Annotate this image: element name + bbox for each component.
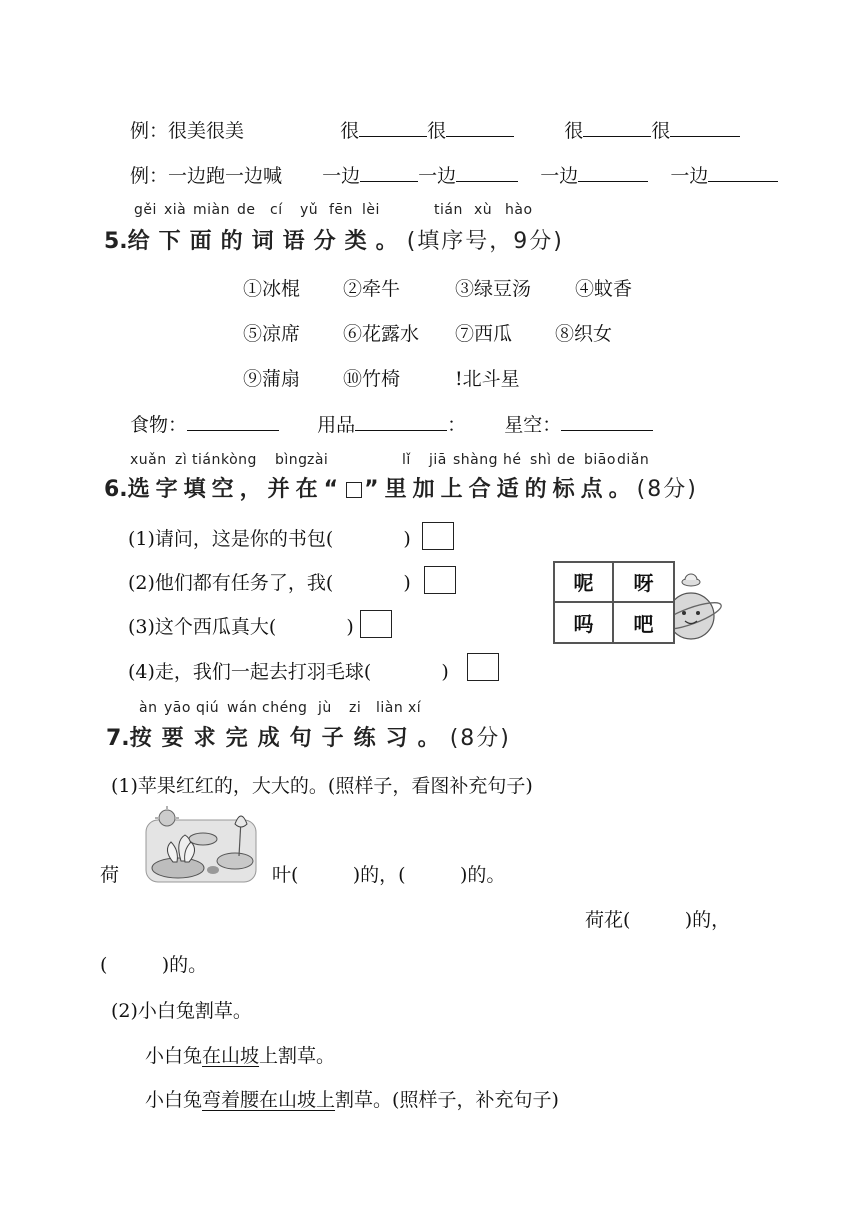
pinyin: hào bbox=[505, 202, 533, 218]
pinyin: chéng bbox=[262, 700, 308, 716]
q6-sentence-2 bbox=[128, 568, 411, 595]
character-grid-card bbox=[551, 558, 723, 646]
pinyin: biāo bbox=[584, 452, 616, 468]
punctuation-box[interactable] bbox=[424, 566, 456, 594]
lotus-label: 荷 bbox=[100, 864, 120, 886]
grid-char: 吗 bbox=[555, 603, 614, 643]
q4-row1-example: 例：很美很美 bbox=[130, 120, 245, 142]
sentence-text: (3)这个西瓜真大( bbox=[128, 616, 277, 638]
pinyin: jiā bbox=[429, 452, 447, 468]
pinyin: xià bbox=[164, 202, 187, 218]
q4-row2-example: 例：一边跑一边喊 bbox=[130, 165, 283, 187]
word-item: ③绿豆汤 bbox=[455, 278, 532, 300]
pinyin: fēn bbox=[329, 202, 353, 218]
lotus-flower-sentence-cont: ( )的。 bbox=[100, 954, 208, 976]
close-paren: ) bbox=[403, 572, 411, 594]
underlined-phrase: 弯着腰在山坡上 bbox=[202, 1089, 336, 1111]
punctuation-box[interactable] bbox=[422, 522, 454, 550]
question-points: (填序号，9分) bbox=[406, 229, 564, 254]
pinyin: kòng bbox=[221, 452, 257, 468]
q5-pinyin bbox=[0, 202, 860, 222]
category-food: 食物： bbox=[130, 414, 188, 436]
underlined-phrase: 在山坡 bbox=[202, 1045, 260, 1067]
pinyin: de bbox=[237, 202, 256, 218]
pinyin: zì bbox=[175, 452, 188, 468]
pinyin: cí bbox=[270, 202, 283, 218]
lotus-pond-illustration bbox=[143, 806, 259, 886]
lotus-leaf-sentence: 叶( )的，( )的。 bbox=[272, 864, 506, 886]
q7-pinyin bbox=[0, 700, 860, 720]
q6-pinyin bbox=[0, 452, 860, 472]
q4-row2-a1: 一边 bbox=[322, 165, 361, 187]
question-number: 7. bbox=[106, 726, 130, 751]
blank[interactable] bbox=[360, 180, 418, 182]
pinyin: zi bbox=[349, 700, 362, 716]
q4-row1-b1: 很 bbox=[564, 120, 584, 142]
pinyin: lǐ bbox=[402, 452, 411, 468]
sentence-text: (4)走，我们一起去打羽毛球( bbox=[128, 661, 372, 683]
question-title: 按要求完成句子练习。 bbox=[129, 726, 450, 751]
grid-char: 呀 bbox=[614, 563, 673, 603]
close-paren: ) bbox=[403, 528, 411, 550]
question-title: 选字填空，并在“ bbox=[127, 477, 345, 502]
question-points: (8分) bbox=[449, 726, 511, 751]
q5-heading bbox=[104, 224, 564, 255]
sentence-text: 小白兔 bbox=[145, 1089, 203, 1111]
blank[interactable] bbox=[456, 180, 518, 182]
q4-row2-b2: 一边 bbox=[670, 165, 709, 187]
word-item: ⑩竹椅 bbox=[343, 368, 401, 390]
pinyin: tián bbox=[192, 452, 221, 468]
pinyin: xí bbox=[408, 700, 422, 716]
pinyin: àn bbox=[139, 700, 158, 716]
q4-row1-b2: 很 bbox=[651, 120, 671, 142]
word-item: ⑦西瓜 bbox=[455, 323, 513, 345]
blank[interactable] bbox=[578, 180, 648, 182]
pinyin: liàn bbox=[376, 700, 404, 716]
question-number: 6. bbox=[104, 477, 128, 502]
close-paren: ) bbox=[346, 616, 354, 638]
q5-categories bbox=[130, 410, 653, 437]
word-item: ④蚊香 bbox=[575, 278, 633, 300]
word-item: ⑤凉席 bbox=[243, 323, 301, 345]
question-title: 给下面的词语分类。 bbox=[127, 229, 407, 254]
word-item: ⑨蒲扇 bbox=[243, 368, 301, 390]
sentence-text: (1)请问，这是你的书包( bbox=[128, 528, 334, 550]
pinyin: miàn bbox=[193, 202, 230, 218]
q6-sentence-4 bbox=[128, 657, 449, 684]
pinyin: jù bbox=[318, 700, 332, 716]
q4-row2 bbox=[130, 161, 778, 188]
blank[interactable] bbox=[446, 135, 514, 137]
pinyin: qiú bbox=[196, 700, 220, 716]
punctuation-box[interactable] bbox=[360, 610, 392, 638]
pinyin: yǔ bbox=[300, 202, 319, 218]
example-sentence-1 bbox=[145, 1041, 335, 1068]
pinyin: de bbox=[557, 452, 576, 468]
word-item: ⑧织女 bbox=[555, 323, 613, 345]
pinyin: zài bbox=[307, 452, 329, 468]
sentence-text: 小白兔 bbox=[145, 1045, 203, 1067]
blank[interactable] bbox=[561, 429, 653, 431]
pinyin: lèi bbox=[362, 202, 380, 218]
question-title-cont: ”里加上合适的标点。 bbox=[364, 477, 637, 502]
blank[interactable] bbox=[187, 429, 279, 431]
q6-sentence-1 bbox=[128, 524, 411, 551]
category-sky: 星空： bbox=[504, 414, 562, 436]
word-item: !北斗星 bbox=[455, 368, 520, 390]
colon: ： bbox=[447, 414, 467, 436]
pinyin: tián bbox=[434, 202, 463, 218]
blank[interactable] bbox=[359, 135, 427, 137]
grid-char: 呢 bbox=[555, 563, 614, 603]
close-paren: ) bbox=[441, 661, 449, 683]
question-number: 5. bbox=[104, 229, 128, 254]
punctuation-box-icon bbox=[346, 482, 362, 498]
pinyin: xù bbox=[474, 202, 493, 218]
category-goods: 用品 bbox=[317, 414, 356, 436]
punctuation-box[interactable] bbox=[467, 653, 499, 681]
sentence-text: 割草。(照样子，补充句子) bbox=[335, 1089, 559, 1111]
q4-row2-b1: 一边 bbox=[540, 165, 579, 187]
pinyin: shàng bbox=[453, 452, 499, 468]
pinyin: wán bbox=[227, 700, 258, 716]
pinyin: xuǎn bbox=[130, 452, 167, 468]
blank[interactable] bbox=[708, 180, 778, 182]
q7-part2-prompt: (2)小白兔割草。 bbox=[111, 1000, 252, 1022]
q6-heading bbox=[104, 472, 698, 503]
q6-sentence-3 bbox=[128, 612, 354, 639]
pinyin: diǎn bbox=[617, 452, 650, 468]
blank[interactable] bbox=[670, 135, 740, 137]
grid-char: 吧 bbox=[614, 603, 673, 643]
q7-heading bbox=[106, 721, 511, 752]
blank[interactable] bbox=[355, 429, 447, 431]
word-item: ②牵牛 bbox=[343, 278, 401, 300]
pinyin: bìng bbox=[275, 452, 308, 468]
pinyin: yāo bbox=[164, 700, 191, 716]
q4-row1-a1: 很 bbox=[340, 120, 360, 142]
blank[interactable] bbox=[583, 135, 651, 137]
word-item: ⑥花露水 bbox=[343, 323, 420, 345]
lotus-flower-sentence: 荷花( )的， bbox=[585, 909, 731, 931]
example-sentence-2 bbox=[145, 1085, 559, 1112]
q7-part1-prompt: (1)苹果红红的，大大的。(照样子，看图补充句子) bbox=[111, 775, 533, 797]
q4-row2-a2: 一边 bbox=[418, 165, 457, 187]
word-item: ①冰棍 bbox=[243, 278, 301, 300]
lotus-pond-image bbox=[143, 806, 259, 890]
pinyin: gěi bbox=[134, 202, 157, 218]
sentence-text: (2)他们都有任务了，我( bbox=[128, 572, 334, 594]
pinyin: shì bbox=[530, 452, 552, 468]
sentence-text: 上割草。 bbox=[259, 1045, 336, 1067]
pinyin: hé bbox=[503, 452, 522, 468]
q4-row1-a2: 很 bbox=[427, 120, 447, 142]
question-points: (8分) bbox=[636, 477, 698, 502]
q4-row1 bbox=[130, 116, 740, 143]
